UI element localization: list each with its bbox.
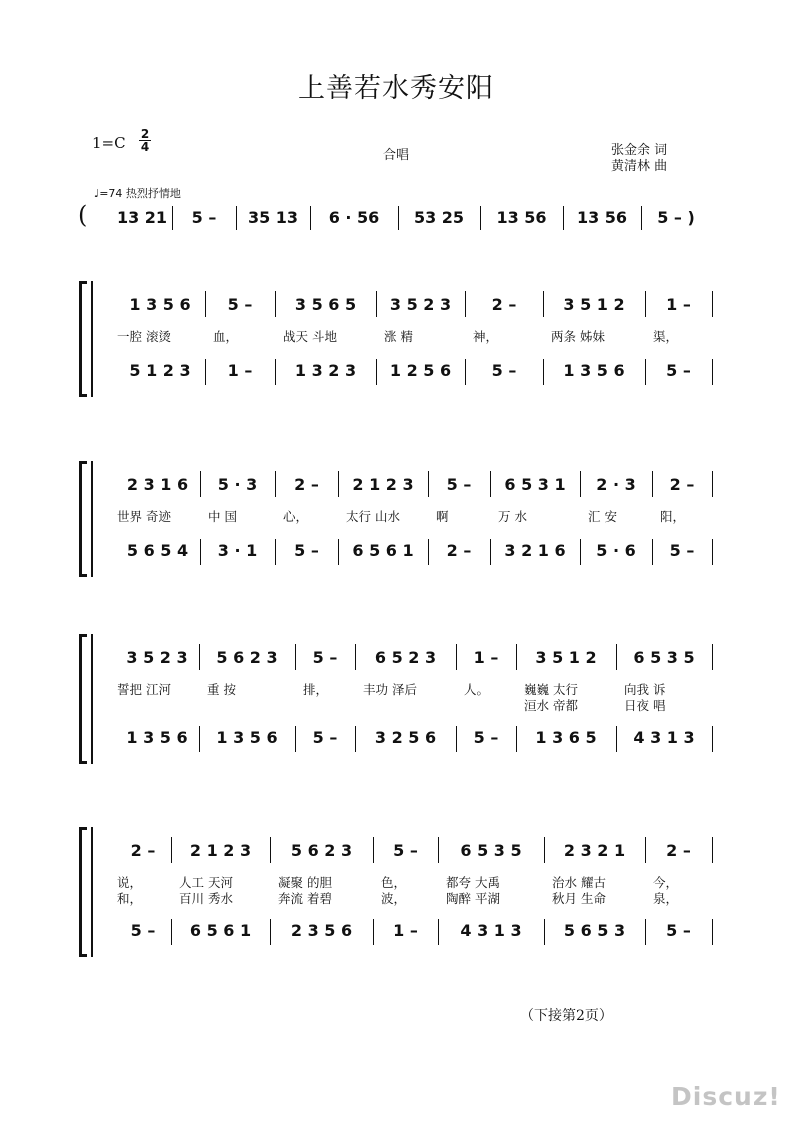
time-signature-bottom: 4 xyxy=(140,140,150,154)
lyric-verse-1: 中 国 xyxy=(208,509,237,524)
lower-voice-measure: 5 – xyxy=(312,728,338,747)
upper-voice-measure: 3 5 6 5 xyxy=(294,295,357,314)
lyric-verse-1: 治水 耀古 xyxy=(552,875,606,890)
upper-voice-measure: 2 1 2 3 xyxy=(189,841,252,860)
lyric-verse-2: 秋月 生命 xyxy=(552,891,606,906)
lyric-verse-1: 涨 精 xyxy=(384,329,413,344)
barline xyxy=(376,359,377,385)
barline xyxy=(645,291,646,317)
barline xyxy=(616,726,617,752)
lyric-verse-1: 丰功 泽后 xyxy=(363,682,417,697)
lyric-verse-1: 人。 xyxy=(464,682,490,697)
system-brace-line xyxy=(91,827,93,957)
lyric-verse-1: 排， xyxy=(303,682,329,697)
barline xyxy=(465,359,466,385)
barline xyxy=(652,471,653,497)
barline xyxy=(580,471,581,497)
upper-voice-measure: 5 – xyxy=(312,648,338,667)
barline xyxy=(236,206,237,230)
lower-voice-measure: 6 5 6 1 xyxy=(189,921,252,940)
lyric-verse-1: 誓把 江河 xyxy=(117,682,171,697)
barline xyxy=(200,471,201,497)
upper-voice-measure: 6 5 3 5 xyxy=(460,841,522,860)
barline xyxy=(338,539,339,565)
lower-voice-measure: 1 – xyxy=(227,361,253,380)
barline xyxy=(171,837,172,863)
lower-voice-measure: 4 3 1 3 xyxy=(460,921,522,940)
lyric-verse-1: 太行 山水 xyxy=(346,509,400,524)
barline xyxy=(616,644,617,670)
lyric-verse-1: 啊 xyxy=(436,509,449,524)
barline xyxy=(398,206,399,230)
lower-voice-measure: 4 3 1 3 xyxy=(633,728,695,747)
barline xyxy=(310,206,311,230)
lower-voice-measure: 1 3 5 6 xyxy=(126,728,188,747)
barline xyxy=(171,919,172,945)
barline xyxy=(641,206,642,230)
upper-voice-measure: 2 – xyxy=(669,475,695,494)
composer-credit: 黄清林 曲 xyxy=(611,159,668,174)
barline xyxy=(712,471,713,497)
barline xyxy=(712,291,713,317)
system-brace-line xyxy=(91,281,93,397)
upper-voice-measure: 5 – xyxy=(446,475,472,494)
time-signature-top: 2 xyxy=(140,127,150,141)
voicing-label: 合唱 xyxy=(383,148,410,163)
lower-voice-measure: 5 – xyxy=(473,728,499,747)
barline xyxy=(275,291,276,317)
lyric-verse-1: 两条 姊妹 xyxy=(551,329,605,344)
upper-voice-measure: 2 3 2 1 xyxy=(563,841,626,860)
lyric-verse-1: 神， xyxy=(473,329,499,344)
lyric-verse-1: 世界 奇迹 xyxy=(117,509,171,524)
upper-voice-measure: 6 5 2 3 xyxy=(374,648,437,667)
lyric-verse-1: 血， xyxy=(213,329,239,344)
barline xyxy=(199,644,200,670)
intro-measure: 35 13 xyxy=(247,208,299,227)
upper-voice-measure: 2 – xyxy=(130,841,156,860)
watermark-logo: Discuz! xyxy=(671,1082,781,1111)
upper-voice-measure: 5 6 2 3 xyxy=(290,841,353,860)
lyric-verse-1: 巍巍 太行 xyxy=(524,682,578,697)
lower-voice-measure: 1 3 6 5 xyxy=(535,728,597,747)
lyric-verse-1: 向我 诉 xyxy=(624,682,666,697)
lyric-verse-1: 都夸 大禹 xyxy=(446,875,500,890)
upper-voice-measure: 5 – xyxy=(393,841,418,860)
barline xyxy=(275,539,276,565)
lower-voice-measure: 3 2 1 6 xyxy=(504,541,566,560)
lower-voice-measure: 5 6 5 4 xyxy=(126,541,189,560)
lower-voice-measure: 5 – xyxy=(669,541,695,560)
song-title: 上善若水秀安阳 xyxy=(298,73,494,104)
barline xyxy=(465,291,466,317)
intro-measure: 53 25 xyxy=(413,208,465,227)
intro-measure: 5 – xyxy=(191,208,217,227)
barline xyxy=(338,471,339,497)
barline xyxy=(544,919,545,945)
upper-voice-measure: 6 5 3 1 xyxy=(504,475,566,494)
barline xyxy=(580,539,581,565)
upper-voice-measure: 2 – xyxy=(491,295,517,314)
lyric-verse-1: 万 水 xyxy=(498,509,527,524)
upper-voice-measure: 5 · 3 xyxy=(217,475,258,494)
lyric-verse-1: 汇 安 xyxy=(588,509,617,524)
barline xyxy=(543,359,544,385)
barline xyxy=(490,539,491,565)
upper-voice-measure: 3 5 1 2 xyxy=(535,648,597,667)
barline xyxy=(428,471,429,497)
barline xyxy=(563,206,564,230)
barline xyxy=(456,644,457,670)
upper-voice-measure: 2 3 1 6 xyxy=(126,475,189,494)
intro-measure: 13 56 xyxy=(576,208,628,227)
barline xyxy=(376,291,377,317)
system-brace xyxy=(79,461,87,577)
upper-voice-measure: 3 5 2 3 xyxy=(389,295,452,314)
intro-measure: 5 – ) xyxy=(657,208,695,227)
lyric-verse-1: 心， xyxy=(283,509,309,524)
upper-voice-measure: 3 5 2 3 xyxy=(126,648,188,667)
upper-voice-measure: 1 – xyxy=(666,295,691,314)
barline xyxy=(275,359,276,385)
lower-voice-measure: 1 3 2 3 xyxy=(294,361,357,380)
system-brace xyxy=(79,827,87,957)
lower-voice-measure: 5 1 2 3 xyxy=(129,361,191,380)
lyric-verse-2: 泉， xyxy=(653,891,679,906)
lyric-verse-2: 日夜 唱 xyxy=(624,698,666,713)
upper-voice-measure: 2 – xyxy=(294,475,319,494)
barline xyxy=(543,291,544,317)
system-brace-line xyxy=(91,634,93,764)
lower-voice-measure: 5 · 6 xyxy=(596,541,636,560)
lyric-verse-2: 百川 秀水 xyxy=(179,891,233,906)
barline xyxy=(172,206,173,230)
lyric-verse-2: 奔流 着碧 xyxy=(278,891,332,906)
barline xyxy=(652,539,653,565)
lower-voice-measure: 5 – xyxy=(491,361,517,380)
upper-voice-measure: 1 3 5 6 xyxy=(129,295,191,314)
barline xyxy=(438,837,439,863)
lyric-verse-1: 色， xyxy=(381,875,407,890)
intro-measure: 13 56 xyxy=(496,208,547,227)
barline xyxy=(355,726,356,752)
intro-measure: 13 21 xyxy=(116,208,168,227)
barline xyxy=(516,726,517,752)
lower-voice-measure: 3 · 1 xyxy=(217,541,258,560)
barline xyxy=(373,919,374,945)
intro-measure: 6 · 56 xyxy=(328,208,380,227)
barline xyxy=(712,359,713,385)
lower-voice-measure: 3 2 5 6 xyxy=(374,728,437,747)
lyric-verse-2: 波， xyxy=(381,891,407,906)
lower-voice-measure: 2 – xyxy=(446,541,472,560)
lower-voice-measure: 2 3 5 6 xyxy=(290,921,353,940)
lyricist-credit: 张金余 词 xyxy=(611,143,668,158)
barline xyxy=(712,726,713,752)
lower-voice-measure: 5 – xyxy=(130,921,156,940)
lyric-verse-1: 人工 天河 xyxy=(179,875,233,890)
lyric-verse-1: 阳， xyxy=(660,509,686,524)
barline xyxy=(270,837,271,863)
key-signature: 1=C xyxy=(92,134,126,152)
barline xyxy=(275,471,276,497)
lower-voice-measure: 6 5 6 1 xyxy=(352,541,414,560)
time-signature xyxy=(139,128,151,153)
lower-voice-measure: 5 – xyxy=(294,541,319,560)
system-brace xyxy=(79,281,87,397)
barline xyxy=(205,359,206,385)
upper-voice-measure: 1 – xyxy=(473,648,499,667)
barline xyxy=(205,291,206,317)
lyric-verse-1: 一腔 滚烫 xyxy=(117,329,171,344)
barline xyxy=(480,206,481,230)
lower-voice-measure: 1 3 5 6 xyxy=(216,728,278,747)
upper-voice-measure: 3 5 1 2 xyxy=(563,295,625,314)
barline xyxy=(438,919,439,945)
intro-open-paren: ( xyxy=(78,201,88,229)
barline xyxy=(373,837,374,863)
upper-voice-measure: 5 6 2 3 xyxy=(216,648,278,667)
barline xyxy=(645,837,646,863)
lower-voice-measure: 1 – xyxy=(393,921,418,940)
barline xyxy=(544,837,545,863)
barline xyxy=(645,359,646,385)
lyric-verse-1: 说， xyxy=(117,875,143,890)
barline xyxy=(270,919,271,945)
barline xyxy=(516,644,517,670)
lyric-verse-2: 和， xyxy=(117,891,143,906)
lyric-verse-1: 凝聚 的胆 xyxy=(278,875,332,890)
barline xyxy=(712,644,713,670)
lyric-verse-1: 重 按 xyxy=(207,682,236,697)
lower-voice-measure: 1 3 5 6 xyxy=(563,361,625,380)
lower-voice-measure: 1 2 5 6 xyxy=(389,361,452,380)
system-brace-line xyxy=(91,461,93,577)
upper-voice-measure: 2 · 3 xyxy=(596,475,636,494)
lower-voice-measure: 5 – xyxy=(666,921,691,940)
upper-voice-measure: 2 – xyxy=(666,841,691,860)
barline xyxy=(712,539,713,565)
lyric-verse-2: 陶醉 平湖 xyxy=(446,891,500,906)
barline xyxy=(199,726,200,752)
upper-voice-measure: 6 5 3 5 xyxy=(633,648,695,667)
barline xyxy=(428,539,429,565)
lyric-verse-1: 战天 斗地 xyxy=(283,329,337,344)
upper-voice-measure: 2 1 2 3 xyxy=(352,475,414,494)
lyric-verse-1: 今， xyxy=(653,875,679,890)
system-brace xyxy=(79,634,87,764)
barline xyxy=(295,644,296,670)
lyric-verse-2: 洹水 帝都 xyxy=(524,698,578,713)
barline xyxy=(200,539,201,565)
continued-note: （下接第2页） xyxy=(520,1008,613,1024)
barline xyxy=(355,644,356,670)
barline xyxy=(295,726,296,752)
barline xyxy=(456,726,457,752)
barline xyxy=(645,919,646,945)
tempo-marking: ♩=74 热烈抒情地 xyxy=(94,187,181,200)
upper-voice-measure: 5 – xyxy=(227,295,253,314)
lyric-verse-1: 渠， xyxy=(653,329,679,344)
barline xyxy=(712,919,713,945)
barline xyxy=(490,471,491,497)
barline xyxy=(712,837,713,863)
lower-voice-measure: 5 – xyxy=(666,361,691,380)
lower-voice-measure: 5 6 5 3 xyxy=(563,921,626,940)
